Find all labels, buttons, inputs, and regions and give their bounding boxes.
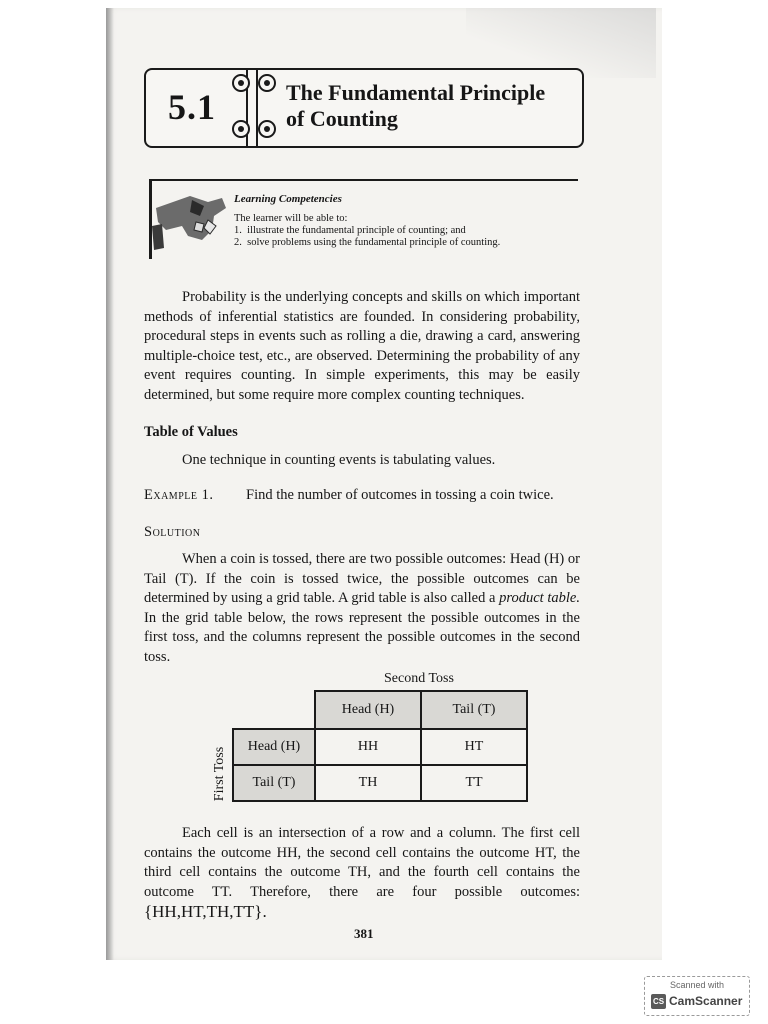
table-of-values-text: One technique in counting events is tabulating values. [182,452,496,468]
example-text: Find the number of outcomes in tossing a coin twice. [246,487,554,503]
page-binding-edge [106,8,114,960]
competency-number: 1. [234,225,242,236]
solution-text: In the grid table below, the rows represent the possible outcomes in the first toss, and the columns represent the possible outcomes in the second toss. [144,609,580,665]
hand-puzzle-icon [152,186,230,250]
table-of-values-heading: Table of Values [144,424,238,440]
section-title-line2: of Counting [286,106,398,131]
scanned-page [106,8,662,960]
section-title-line1: The Fundamental Principle [286,80,546,105]
binder-ring-icon [258,120,276,138]
section-number: 5.1 [168,87,216,127]
competency-item [234,225,466,237]
closing-paragraph [144,824,580,924]
column-header: Tail (T) [420,690,528,730]
watermark-caption: Scanned with [669,980,725,990]
competencies-intro: The learner will be able to: [234,213,348,224]
competencies-heading: Learning Competencies [234,193,342,205]
binder-ring-icon [232,120,250,138]
row-title: First Toss [212,746,227,802]
row-header: Head (H) [232,728,316,766]
intro-paragraph: Probability is the underlying concepts and skills on which important methods of inferential statistics are founded. In considering probability, procedural steps in events such as rolling a die, drawing a card, answering multiple-choice test, etc., are observed. Determining the probability of any event requires counting. In simple experiments, this may be easily determined, but some require more complex counting techniques. [144,289,580,403]
outcome-set: {HH,HT,TH,TT}. [144,902,267,922]
competencies-rule [150,179,578,181]
table-cell: HH [314,728,422,766]
column-title: Second Toss [384,671,454,686]
solution-paragraph [144,550,580,668]
page-number: 381 [354,926,374,941]
row-header: Tail (T) [232,764,316,802]
solution-label: Solution [144,524,201,540]
product-table-term: product table. [499,590,580,607]
camscanner-logo-icon: CS [651,994,666,1009]
competency-text: illustrate the fundamental principle of counting; and [247,225,466,236]
competency-text: solve problems using the fundamental principle of counting. [247,237,501,248]
table-cell: HT [420,728,528,766]
camscanner-watermark [644,976,750,1016]
competency-number: 2. [234,237,242,248]
competency-item [234,237,500,249]
closing-text: Each cell is an intersection of a row and a column. The first cell contains the outcome HH, the second cell contains the outcome HT, the third cell contains the outcome TH, and the fourth cell contains the outcome TT. Therefore, there are four possible outcomes: [144,825,580,900]
watermark-name: CamScanner [669,994,743,1008]
example-label: Example 1. [144,487,214,503]
binder-ring-icon [232,74,250,92]
solution-text: When a coin is tossed, there are two possible outcomes: Head (H) or Tail (T). If the coin is tossed twice, the possible outcomes can be determined by using a grid table. A grid table is also called a [144,551,580,607]
section-title [286,80,576,132]
column-header: Head (H) [314,690,422,730]
table-cell: TT [420,764,528,802]
table-cell: TH [314,764,422,802]
binder-ring-icon [258,74,276,92]
